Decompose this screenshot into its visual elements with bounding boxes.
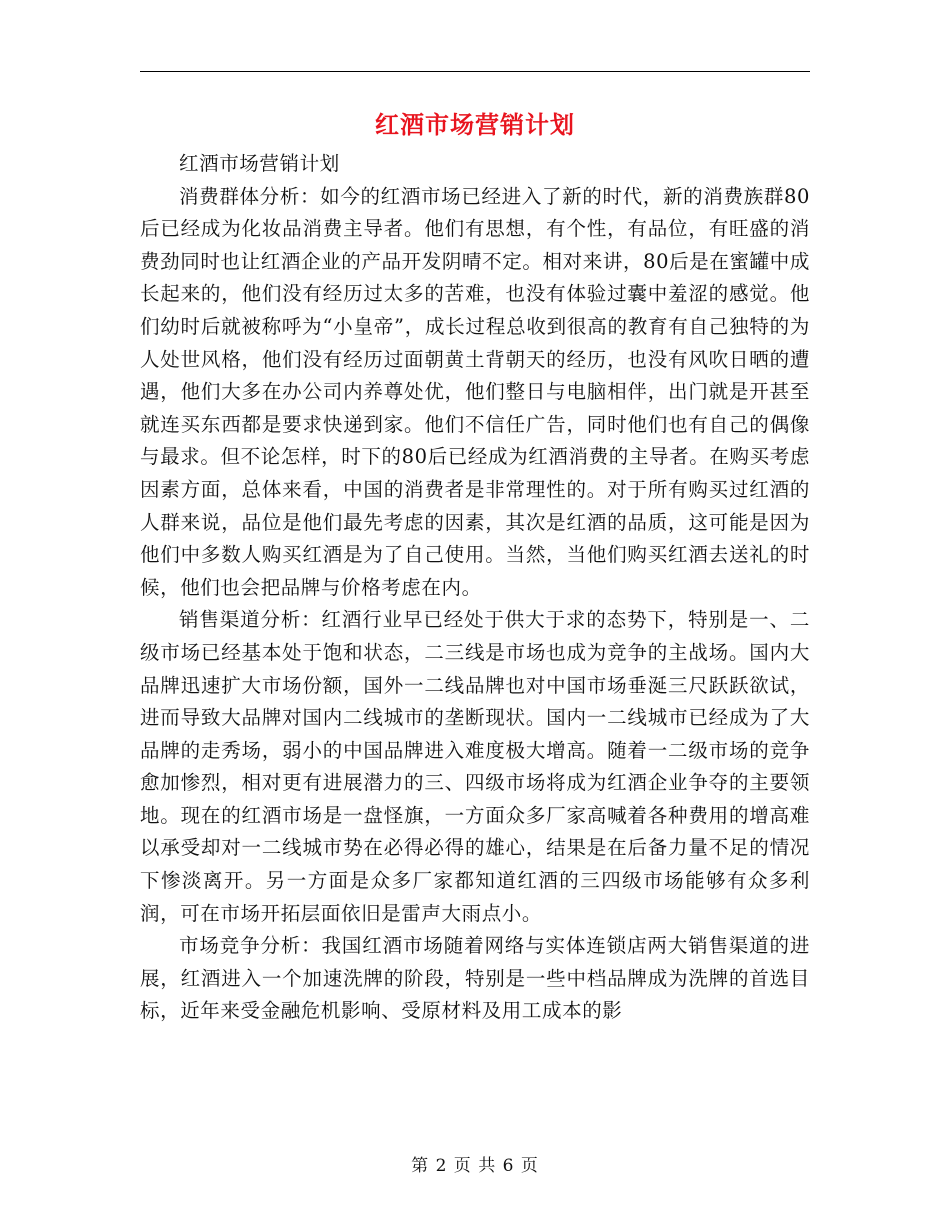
document-body [140, 148, 810, 1028]
subtitle-paragraph: 红酒市场营销计划 [179, 152, 340, 175]
consumer-analysis-paragraph: 消费群体分析：如今的红酒市场已经进入了新的时代，新的消费族群80后已经成为化妆品消费主导者。他们有思想，有个性，有品位，有旺盛的消费劲同时也让红酒企业的产品开发阴晴不定。相对来讲，80后是在蜜罐中成长起来的，他们没有经历过太多的苦难，也没有体验过囊中羞涩的感觉。他们幼时后就被称呼为“小皇帝”，成长过程总收到很高的教育有自己独特的为人处世风格，他们没有经历过面朝黄土背朝天的经历，也没有风吹日晒的遭遇，他们大多在办公司内养尊处优，他们整日与电脑相伴，出门就是开甚至就连买东西都是要求快递到家。他们不信任广告，同时他们也有自己的偶像与最求。但不论怎样，时下的80后已经成为红酒消费的主导者。在购买考虑因素方面，总体来看，中国的消费者是非常理性的。对于所有购买过红酒的人群来说，品位是他们最先考虑的因素，其次是红酒的品质，这可能是因为他们中多数人购买红酒是为了自己使用。当然，当他们购买红酒去送礼的时候，他们也会把品牌与价格考虑在内。 [140, 184, 810, 599]
page-number: 第 2 页 共 6 页 [411, 1156, 539, 1176]
header-rule [140, 71, 810, 72]
sales-channel-paragraph: 销售渠道分析：红酒行业早已经处于供大于求的态势下，特别是一、二级市场已经基本处于饱和状态，二三线是市场也成为竞争的主战场。国内大品牌迅速扩大市场份额，国外一二线品牌也对中国市场垂涎三尺跃跃欲试，进而导致大品牌对国内二线城市的垄断现状。国内一二线城市已经成为了大品牌的走秀场，弱小的中国品牌进入难度极大增高。随着一二级市场的竞争愈加惨烈，相对更有进展潜力的三、四级市场将成为红酒企业争夺的主要领地。现在的红酒市场是一盘怪旗，一方面众多厂家高喊着各种费用的增高难以承受却对一二线城市势在必得必得的雄心，结果是在后备力量不足的情况下惨淡离开。另一方面是众多厂家都知道红酒的三四级市场能够有众多利润，可在市场开拓层面依旧是雷声大雨点小。 [140, 608, 810, 925]
document-title: 红酒市场营销计划 [375, 110, 575, 139]
competition-analysis-paragraph: 市场竞争分析：我国红酒市场随着网络与实体连锁店两大销售渠道的进展，红酒进入一个加速洗牌的阶段，特别是一些中档品牌成为洗牌的首选目标，近年来受金融危机影响、受原材料及用工成本的影 [140, 934, 810, 1023]
